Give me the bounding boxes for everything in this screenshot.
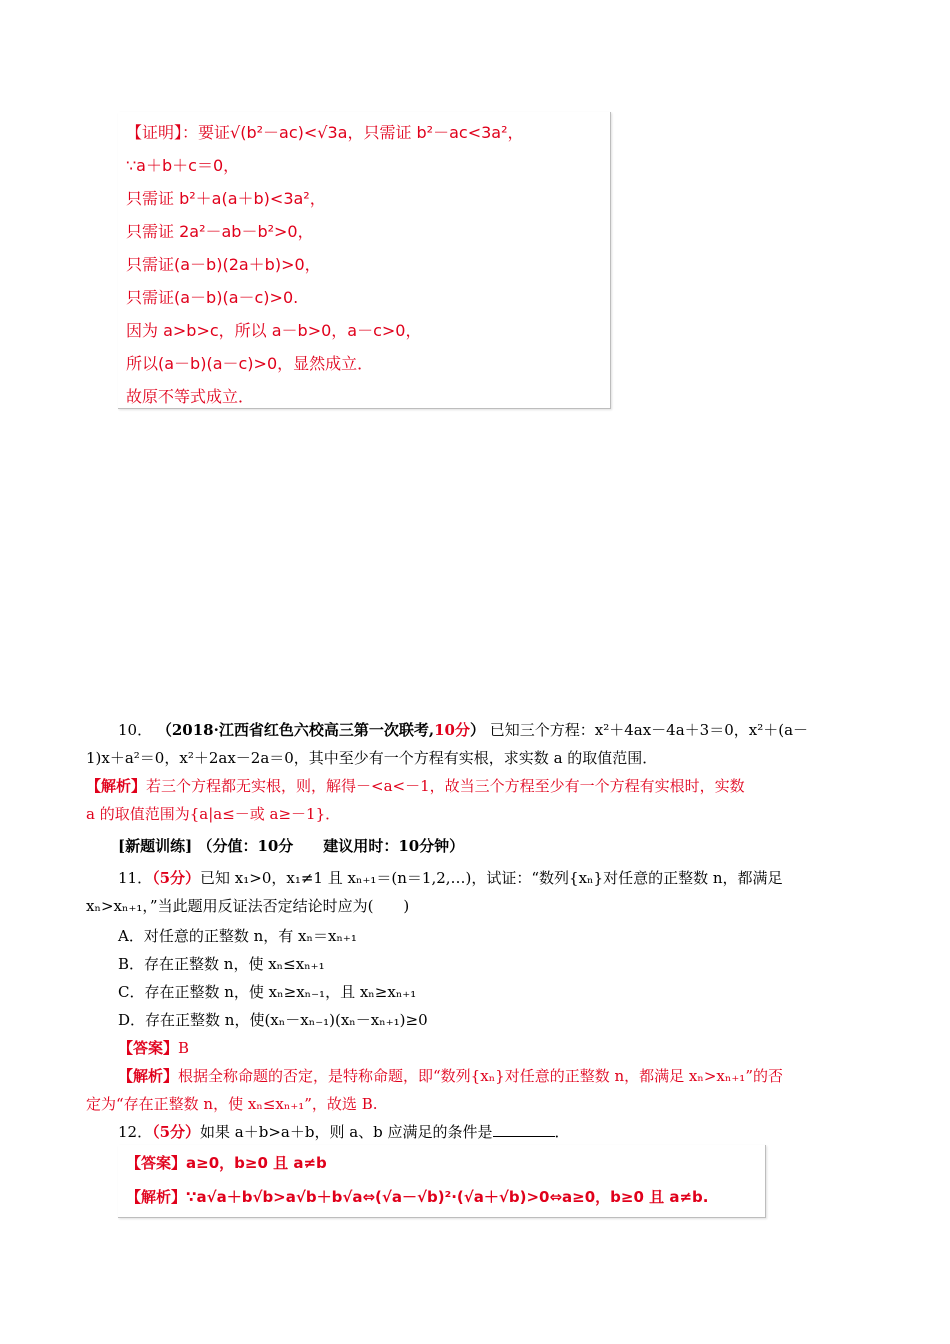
question-11-analysis-line-2: 定为“存在正整数 n，使 xₙ≤xₙ₊₁”，故选 B. [86, 1095, 378, 1113]
analysis-text: 若三个方程都无实根，则，解得－<a<－1，故当三个方程至少有一个方程有实根时，实数 [146, 777, 745, 795]
proof-line: 只需证 2a²－ab－b²>0， [126, 222, 314, 241]
section-meta: （分值：10分 建议用时：10分钟） [197, 837, 465, 855]
option-d: D．存在正整数 n，使(xₙ－xₙ₋₁)(xₙ－xₙ₊₁)≥0 [118, 1011, 428, 1029]
proof-line: ∵a＋b＋c＝0， [126, 156, 240, 175]
analysis-text: 根据全称命题的否定，是特称命题，即“数列{xₙ}对任意的正整数 n，都满足 xₙ>xₙ₊₁”的否 [178, 1067, 783, 1085]
answer-label: 【答案】 [126, 1154, 187, 1172]
question-source-close: ） [469, 721, 485, 739]
proof-line: 所以(a－b)(a－c)>0，显然成立． [126, 354, 374, 373]
question-12-analysis [126, 1186, 709, 1207]
question-text: 已知三个方程：x²＋4ax－4a＋3＝0，x²＋(a－ [489, 721, 809, 739]
proof-line: 因为 a>b>c，所以 a－b>0，a－c>0， [126, 321, 422, 340]
question-10-line-2: 1)x＋a²＝0，x²＋2ax－2a＝0，其中至少有一个方程有实根，求实数 a 的取值范围． [86, 749, 658, 767]
section-title: [新题训练] [118, 837, 193, 855]
proof-line: 只需证(a－b)(2a＋b)>0， [126, 255, 321, 274]
proof-line: 只需证 b²＋a(a＋b)<3a²， [126, 189, 326, 208]
question-10-analysis-line-2: a 的取值范围为{a|a≤－或 a≥－1}． [86, 805, 341, 823]
option-a: A．对任意的正整数 n，有 xₙ＝xₙ₊₁ [118, 927, 357, 945]
question-end: ． [554, 1123, 570, 1141]
question-12-line [118, 1122, 570, 1142]
question-11-line-1 [118, 868, 783, 888]
question-score: （5分） [152, 1123, 201, 1141]
question-score: （5分） [152, 869, 201, 887]
question-10-analysis-line-1 [86, 776, 745, 796]
analysis-label: 【解析】 [118, 1067, 179, 1085]
question-text: 如果 a＋b>a＋b，则 a、b 应满足的条件是 [200, 1123, 493, 1141]
question-11-answer [118, 1038, 189, 1058]
question-11-line-2: xₙ>xₙ₊₁，”当此题用反证法否定结论时应为( ) [86, 897, 410, 915]
analysis-text: ∵a√a＋b√b>a√b＋b√a⇔(√a－√b)²·(√a＋√b)>0⇔a≥0，b≥0 且 a≠b. [186, 1188, 709, 1206]
question-number: 12． [118, 1123, 153, 1141]
question-text: 已知 x₁>0，x₁≠1 且 xₙ₊₁＝(n＝1,2,…)，试证：“数列{xₙ}对任意的正整数 n，都满足 [200, 869, 783, 887]
proof-line: 只需证(a－b)(a－c)>0. [126, 288, 299, 307]
question-source: （2018·江西省红色六校高三第一次联考, [156, 721, 435, 739]
question-10-line-1 [118, 720, 808, 740]
answer-text: B [178, 1039, 190, 1057]
answer-blank [493, 1122, 555, 1137]
answer-label: 【答案】 [118, 1039, 179, 1057]
question-number: 10． [118, 721, 153, 739]
option-b: B．存在正整数 n，使 xₙ≤xₙ₊₁ [118, 955, 325, 973]
question-12-answer [126, 1152, 327, 1173]
question-score: 10分 [434, 721, 470, 739]
analysis-label: 【解析】 [126, 1188, 187, 1206]
section-header [118, 836, 464, 856]
proof-line: 【证明】：要证√(b²－ac)<√3a，只需证 b²－ac<3a²， [126, 123, 524, 142]
analysis-label: 【解析】 [86, 777, 147, 795]
option-c: C．存在正整数 n，使 xₙ≥xₙ₋₁，且 xₙ≥xₙ₊₁ [118, 983, 417, 1001]
answer-text: a≥0，b≥0 且 a≠b [186, 1154, 327, 1172]
question-11-analysis-line-1 [118, 1066, 783, 1086]
proof-line: 故原不等式成立． [126, 387, 255, 406]
question-number: 11． [118, 869, 153, 887]
